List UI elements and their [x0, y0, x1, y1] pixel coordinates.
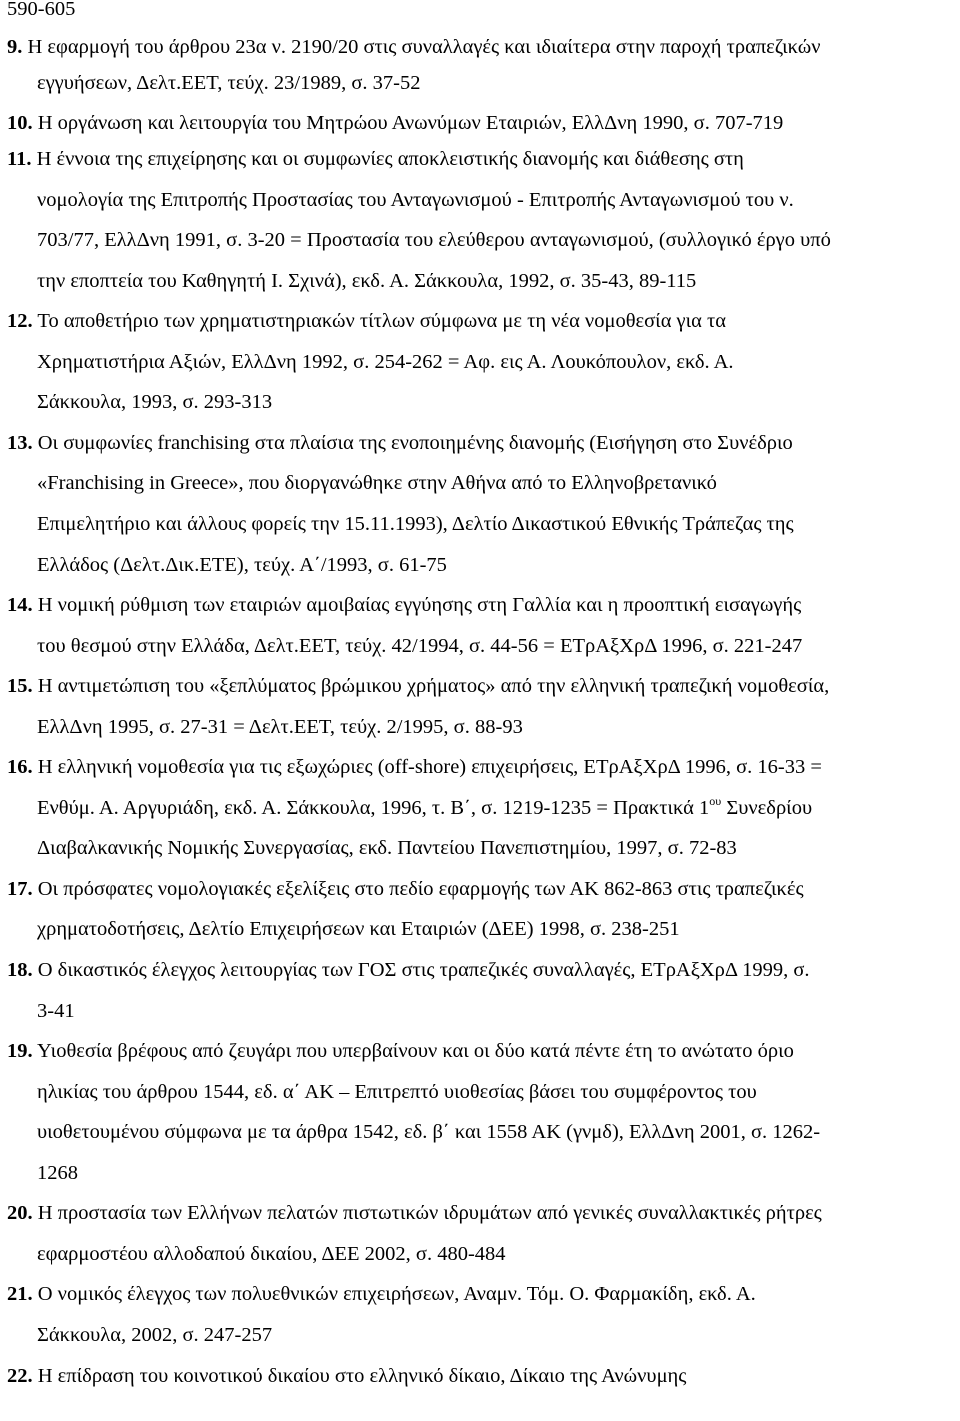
- superscript: ου: [709, 794, 722, 808]
- bibliography-entry-continuation: [37, 714, 954, 740]
- entry-text: Το αποθετήριο των χρηματιστηριακών τίτλων σύμφωνα με τη νέα νομοθεσία για τα: [37, 310, 726, 333]
- entry-text: Οι συμφωνίες franchising στα πλαίσια της ενοποιημένης διανομής (Εισήγηση στο Συνέδριο: [37, 431, 793, 454]
- bibliography-entry-continuation: [37, 349, 954, 375]
- entry-text-tail: Συνεδρίου: [721, 796, 813, 819]
- entry-text: Χρηματιστήρια Αξιών, ΕλλΔνη 1992, σ. 254-262 = Αφ. εις Α. Λουκόπουλον, εκδ. Α.: [37, 350, 734, 373]
- bibliography-entry-continuation: [37, 268, 954, 294]
- entry-number: 20.: [7, 1202, 33, 1225]
- bibliography-entry-continuation: [37, 552, 954, 578]
- bibliography-entry-continuation: [37, 389, 954, 415]
- entry-number: 15.: [7, 675, 33, 698]
- entry-text: 703/77, ΕλλΔνη 1991, σ. 3-20 = Προστασία του ελεύθερου ανταγωνισμού, (συλλογικό έργο υπό: [37, 229, 831, 252]
- bibliography-entry: [7, 673, 954, 699]
- entry-text: 3-41: [37, 999, 75, 1022]
- entry-text: «Franchising in Greece», που διοργανώθηκε στην Αθήνα από το Ελληνοβρετανικό: [37, 472, 717, 495]
- entry-text: εγγυήσεων, Δελτ.ΕΕΤ, τεύχ. 23/1989, σ. 37-52: [37, 72, 421, 94]
- entry-text: Σάκκουλα, 2002, σ. 247-257: [37, 1323, 273, 1346]
- entry-text: την εποπτεία του Καθηγητή Ι. Σχινά), εκδ. Α. Σάκκουλα, 1992, σ. 35-43, 89-115: [37, 269, 697, 292]
- entry-text: Η προστασία των Ελλήνων πελατών πιστωτικών ιδρυμάτων από γενικές συναλλακτικές ρήτρες: [37, 1202, 822, 1225]
- bibliography-entry: [7, 592, 954, 618]
- entry-text: ΕλλΔνη 1995, σ. 27-31 = Δελτ.ΕΕΤ, τεύχ. 2/1995, σ. 88-93: [37, 715, 523, 738]
- bibliography-entry: [7, 1281, 954, 1307]
- bibliography-entry-continuation: [37, 916, 954, 942]
- entry-text: Η επίδραση του κοινοτικού δικαίου στο ελληνικό δίκαιο, Δίκαιο της Ανώνυμης: [37, 1364, 687, 1387]
- bibliography-entry-continuation: [37, 227, 954, 253]
- bibliography-entry-continuation: [37, 1322, 954, 1348]
- entry-text: Σάκκουλα, 1993, σ. 293-313: [37, 391, 273, 414]
- bibliography-entry: [7, 308, 954, 334]
- entry-number: 17.: [7, 877, 33, 900]
- entry-text: Η νομική ρύθμιση των εταιριών αμοιβαίας εγγύησης στη Γαλλία και η προοπτική εισαγωγής: [37, 594, 802, 617]
- bibliography-entry-continuation: [37, 511, 954, 537]
- entry-number: 18.: [7, 959, 33, 981]
- bibliography-entry-continuation: [37, 998, 954, 1024]
- entry-number: 10.: [7, 112, 33, 134]
- bibliography-entry-continuation: [37, 70, 954, 96]
- bibliography-entry-continuation: [37, 835, 954, 861]
- entry-number: 9.: [7, 36, 23, 58]
- entry-number: 21.: [7, 1283, 33, 1306]
- entry-text: Η οργάνωση και λειτουργία του Μητρώου Ανωνύμων Εταιριών, ΕλλΔνη 1990, σ. 707-719: [37, 112, 784, 134]
- entry-number: 12.: [7, 310, 33, 333]
- top-fragment: 590-605: [7, 0, 76, 20]
- entry-text: Επιμελητήριο και άλλους φορείς την 15.11.1993), Δελτίο Δικαστικού Εθνικής Τράπεζας της: [37, 512, 794, 535]
- entry-text: ηλικίας του άρθρου 1544, εδ. α΄ ΑΚ – Επιτρεπτό υιοθεσίας βάσει του συμφέροντος του: [37, 1080, 757, 1103]
- entry-text: Ενθύμ. Α. Αργυριάδη, εκδ. Α. Σάκκουλα, 1996, τ. Β΄, σ. 1219-1235 = Πρακτικά 1: [37, 796, 710, 819]
- entry-number: 14.: [7, 594, 33, 617]
- entry-number: 19.: [7, 1040, 33, 1063]
- entry-number: 11.: [7, 148, 32, 170]
- entry-text: Ο νομικός έλεγχος των πολυεθνικών επιχειρήσεων, Αναμν. Τόμ. Ο. Φαρμακίδη, εκδ. Α.: [37, 1283, 756, 1306]
- bibliography-entry-continuation: [37, 470, 954, 496]
- entry-text: Οι πρόσφατες νομολογιακές εξελίξεις στο πεδίο εφαρμογής των ΑΚ 862-863 στις τραπεζικές: [37, 877, 804, 900]
- entry-text: νομολογία της Επιτροπής Προστασίας του Ανταγωνισμού - Επιτροπής Ανταγωνισμού του ν.: [37, 188, 794, 211]
- bibliography-entry: [7, 34, 954, 60]
- bibliography-entry: [7, 146, 954, 172]
- entry-number: 22.: [7, 1364, 33, 1387]
- bibliography-entry-continuation: [37, 1119, 954, 1145]
- bibliography-entry: [7, 1200, 954, 1226]
- entry-text: 1268: [37, 1161, 78, 1184]
- bibliography-entry-continuation: [37, 633, 954, 659]
- entry-text: υιοθετουμένου σύμφωνα με τα άρθρα 1542, εδ. β΄ και 1558 ΑΚ (γνμδ), ΕλλΔνη 2001, σ. 1262-: [37, 1121, 821, 1144]
- entry-text: του θεσμού στην Ελλάδα, Δελτ.ΕΕΤ, τεύχ. 42/1994, σ. 44-56 = ΕΤρΑξΧρΔ 1996, σ. 221-247: [37, 634, 803, 657]
- bibliography-entry-continuation: [37, 1241, 954, 1267]
- bibliography-entry: [7, 957, 954, 983]
- entry-number: 13.: [7, 431, 33, 454]
- entry-text: Η ελληνική νομοθεσία για τις εξωχώριες (off-shore) επιχειρήσεις, ΕΤρΑξΧρΔ 1996, σ. 16-33 =: [37, 756, 822, 779]
- entry-text: Ελλάδος (Δελτ.Δικ.ΕΤΕ), τεύχ. Α΄/1993, σ. 61-75: [37, 553, 447, 576]
- bibliography-entry-continuation: [37, 1160, 954, 1186]
- bibliography-entry: [7, 1038, 954, 1064]
- bibliography-entry: [7, 754, 954, 780]
- entry-text: Η εφαρμογή του άρθρου 23α ν. 2190/20 στις συναλλαγές και ιδιαίτερα στην παροχή τραπεζικών: [27, 36, 821, 58]
- bibliography-entry: [7, 1363, 954, 1389]
- bibliography-entry: [7, 430, 954, 456]
- entry-text: Ο δικαστικός έλεγχος λειτουργίας των ΓΟΣ στις τραπεζικές συναλλαγές, ΕΤρΑξΧρΔ 1999, σ.: [37, 959, 810, 981]
- bibliography-entry: [7, 876, 954, 902]
- entry-text: χρηματοδοτήσεις, Δελτίο Επιχειρήσεων και Εταιριών (ΔΕΕ) 1998, σ. 238-251: [37, 918, 680, 941]
- bibliography-entry-continuation: [37, 1079, 954, 1105]
- entry-text: εφαρμοστέου αλλοδαπού δικαίου, ΔΕΕ 2002, σ. 480-484: [37, 1242, 506, 1265]
- entry-text: Η έννοια της επιχείρησης και οι συμφωνίες αποκλειστικής διανομής και διάθεσης στη: [36, 148, 744, 170]
- entry-number: 16.: [7, 756, 33, 779]
- bibliography-entry-continuation: [37, 187, 954, 213]
- bibliography-entry: [7, 110, 954, 136]
- entry-text: Διαβαλκανικής Νομικής Συνεργασίας, εκδ. Παντείου Πανεπιστημίου, 1997, σ. 72-83: [37, 837, 737, 860]
- bibliography-entry-continuation: [37, 795, 954, 821]
- entry-text: Υιοθεσία βρέφους από ζευγάρι που υπερβαίνουν και οι δύο κατά πέντε έτη το ανώτατο όριο: [37, 1040, 794, 1063]
- entry-text: Η αντιμετώπιση του «ξεπλύματος βρώμικου χρήματος» από την ελληνική τραπεζική νομοθεσία,: [37, 675, 830, 698]
